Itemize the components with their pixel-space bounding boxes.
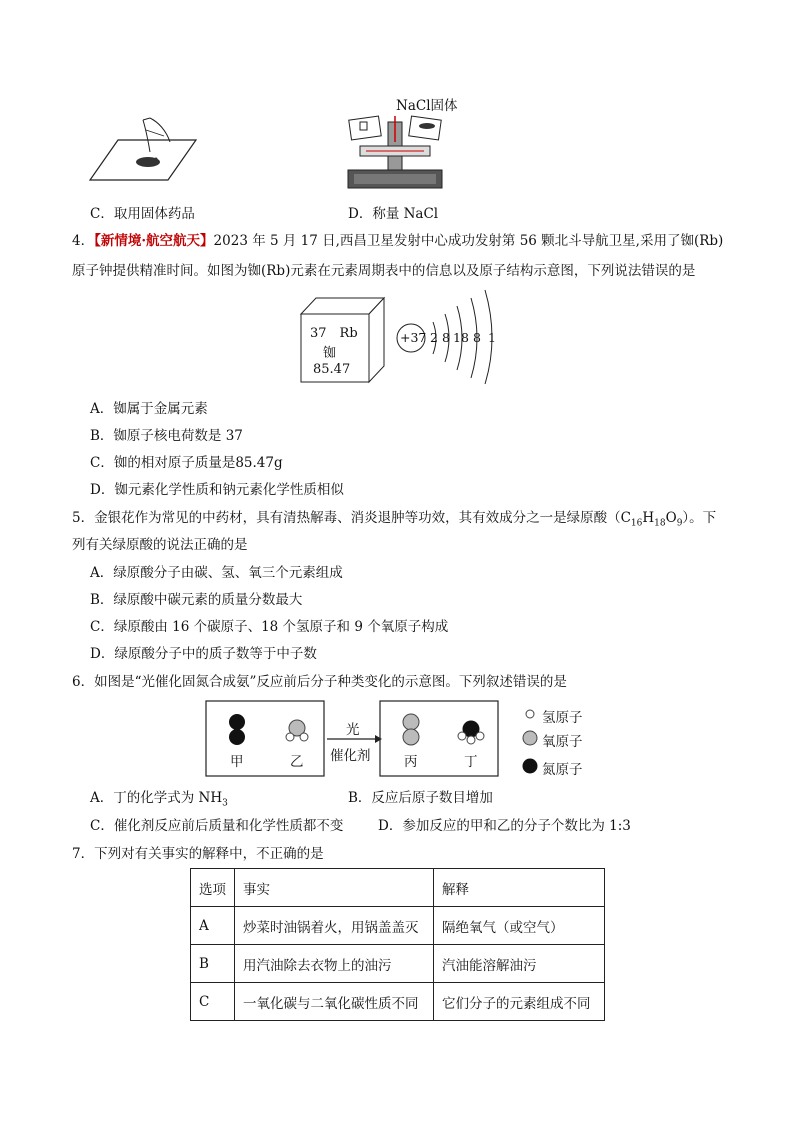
header-explanation: 解释 xyxy=(434,869,605,907)
header-option: 选项 xyxy=(191,869,235,907)
q5-option-b[interactable]: B．绿原酸中碳元素的质量分数最大 xyxy=(90,592,303,608)
q4-stem-text1: 2023 年 5 月 17 日,西昌卫星发射中心成功发射第 56 颗北斗导航卫星,采用了铷(Rb) xyxy=(213,233,724,249)
q4-option-a[interactable]: A．铷属于金属元素 xyxy=(90,401,208,417)
element-name: 铷 xyxy=(323,346,337,361)
atom-shell-4: 8 xyxy=(473,330,481,345)
fig-d-caption: D．称量 NaCl xyxy=(348,206,439,222)
q4-stem-line2: 原子钟提供精准时间。如图为铷(Rb)元素在元素周期表中的信息以及原子结构示意图，下列说法错误的是 xyxy=(72,263,696,279)
row-c-option: C xyxy=(191,983,235,1021)
label-jia: 甲 xyxy=(230,754,244,770)
q5-option-d[interactable]: D．绿原酸分子中的质子数等于中子数 xyxy=(90,646,317,662)
q4-stem-line1 xyxy=(72,232,723,250)
q4-option-c[interactable]: C．铷的相对原子质量是85.47g xyxy=(90,455,283,471)
table-row xyxy=(191,983,605,1021)
fig-c-caption: C．取用固体药品 xyxy=(90,206,195,222)
legend-oxygen: 氧原子 xyxy=(542,734,583,750)
q5-formula-o: O xyxy=(665,510,677,526)
label-bing: 丙 xyxy=(404,754,418,770)
atom-shell-1: 2 xyxy=(430,330,438,345)
row-b-fact: 用汽油除去衣物上的油污 xyxy=(235,945,434,983)
q5-formula-o-sub: 9 xyxy=(676,518,683,529)
table-header-row xyxy=(191,869,605,907)
atom-shell-2: 8 xyxy=(442,330,450,345)
legend-hydrogen: 氢原子 xyxy=(542,710,583,726)
atom-shell-3: 18 xyxy=(453,330,469,345)
solid-reagent-figure xyxy=(88,110,203,195)
q7-stem: 7．下列对有关事实的解释中，不正确的是 xyxy=(72,846,324,862)
reaction-diagram xyxy=(205,700,505,778)
q4-option-b[interactable]: B．铷原子核电荷数是 37 xyxy=(90,428,243,444)
q5-stem-post: ）。下 xyxy=(682,510,717,526)
header-fact: 事实 xyxy=(235,869,434,907)
q4-option-d[interactable]: D．铷元素化学性质和钠元素化学性质相似 xyxy=(90,482,344,498)
table-row xyxy=(191,907,605,945)
element-mass: 85.47 xyxy=(313,362,351,377)
q6-option-b[interactable]: B．反应后原子数目增加 xyxy=(348,790,493,806)
balance-figure xyxy=(340,112,450,194)
fig-d-label: NaCl固体 xyxy=(396,98,458,114)
q4-tag: 【新情境·航空航天】 xyxy=(94,233,214,249)
atom-nucleus: +37 xyxy=(400,330,427,345)
row-a-option: A xyxy=(191,907,235,945)
q6-option-c[interactable]: C．催化剂反应前后质量和化学性质都不变 xyxy=(90,818,344,834)
q5-option-c[interactable]: C．绿原酸由 16 个碳原子、18 个氢原子和 9 个氧原子构成 xyxy=(90,619,449,635)
legend-icons xyxy=(520,704,540,774)
row-b-option: B xyxy=(191,945,235,983)
row-a-explanation: 隔绝氧气（或空气） xyxy=(434,907,605,945)
row-a-fact: 炒菜时油锅着火，用锅盖盖灭 xyxy=(235,907,434,945)
q5-formula-h: H xyxy=(642,510,655,526)
q5-formula-h-sub: 18 xyxy=(654,518,666,529)
q4-number: 4． xyxy=(72,233,95,249)
row-c-fact: 一氧化碳与二氧化碳性质不同 xyxy=(235,983,434,1021)
atom-shell-5: 1 xyxy=(488,330,496,345)
row-b-explanation: 汽油能溶解油污 xyxy=(434,945,605,983)
q6-option-a-text: A．丁的化学式为 NH xyxy=(90,790,223,806)
q5-stem-pre: 5．金银花作为常见的中药材，具有清热解毒、消炎退肿等功效，其有效成分之一是绿原酸（C xyxy=(72,510,631,526)
row-c-explanation: 它们分子的元素组成不同 xyxy=(434,983,605,1021)
arrow-bottom-label: 催化剂 xyxy=(330,748,371,764)
q5-stem-line1 xyxy=(72,509,716,533)
q6-option-d[interactable]: D．参加反应的甲和乙的分子个数比为 1:3 xyxy=(378,818,631,834)
q5-stem-line2: 列有关绿原酸的说法正确的是 xyxy=(72,537,248,553)
label-ding: 丁 xyxy=(464,754,478,770)
arrow-top-label: 光 xyxy=(346,722,360,738)
q5-option-a[interactable]: A．绿原酸分子由碳、氢、氧三个元素组成 xyxy=(90,565,343,581)
q6-option-a-sub: 3 xyxy=(222,798,228,809)
table-row xyxy=(191,945,605,983)
element-number-symbol: 37 Rb xyxy=(310,326,358,341)
q6-stem: 6．如图是“光催化固氮合成氨”反应前后分子种类变化的示意图。下列叙述错误的是 xyxy=(72,674,567,690)
label-yi: 乙 xyxy=(290,754,304,770)
facts-table xyxy=(190,868,605,1021)
legend-nitrogen: 氮原子 xyxy=(542,762,583,778)
q6-option-a[interactable] xyxy=(90,789,228,813)
q5-formula-c-sub: 16 xyxy=(630,518,643,529)
